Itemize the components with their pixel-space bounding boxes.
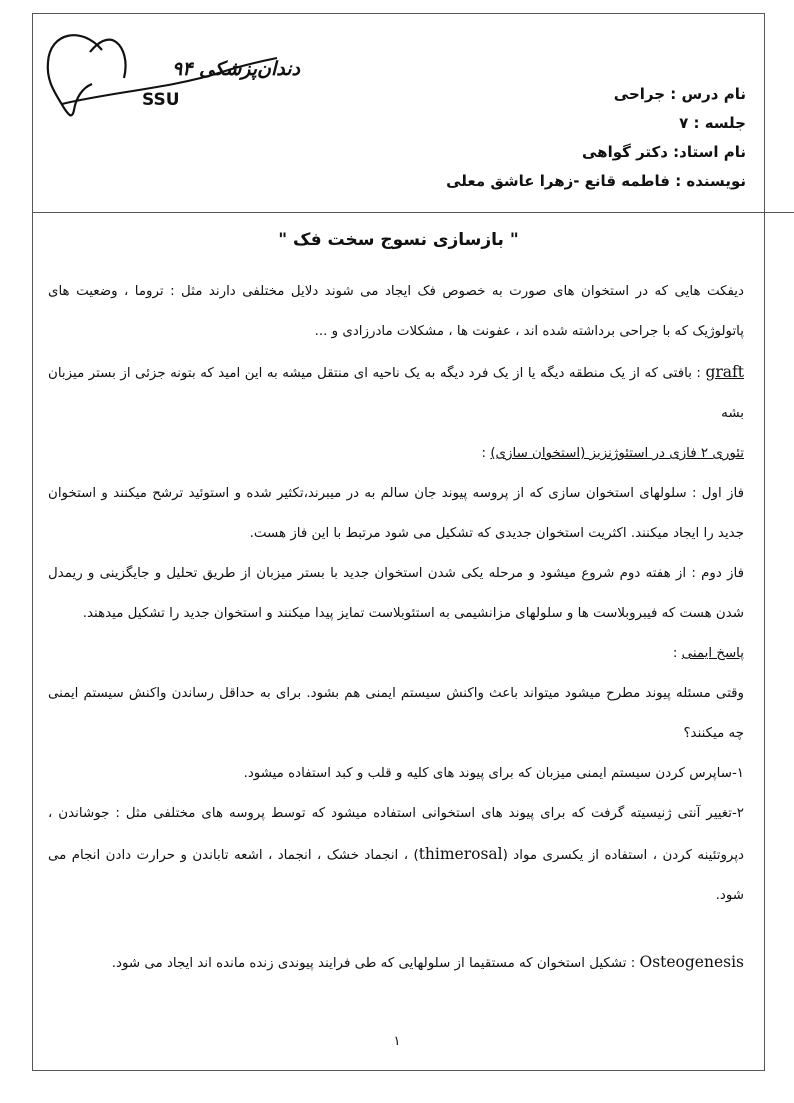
authors: نویسنده : فاطمه قانع -زهرا عاشق معلی [446, 172, 746, 190]
graft-term: graft [705, 363, 744, 381]
paragraph-gap [48, 916, 744, 942]
immune-paragraph: وقتی مسئله پیوند مطرح میشود میتواند باعث واکنش سیستم ایمنی هم بشود. برای به حداقل رساندن واکنش سیستم ایمنی چه میکنند؟ [48, 686, 744, 741]
theory-heading-text: تئوری ۲ فازی در استئوژنزیز (استخوان سازی) [490, 446, 744, 461]
intro-paragraph: دیفکت هایی که در استخوان های صورت به خصوص فک ایجاد می شوند دلایل مختلفی دارند مثل : تروما ، وضعیت های پاتولوژیک که با جراحی برداشته شده اند ، عفونت ها ، مشکلات مادرزادی و ... [48, 284, 744, 339]
list-item [48, 794, 744, 916]
logo-badge: SSU [142, 90, 180, 110]
course-name: نام درس : جراحی [613, 85, 746, 103]
document-title: " بازسازی نسوج سخت فک " [278, 230, 519, 250]
logo [42, 22, 301, 122]
theory-heading-colon: : [481, 446, 491, 461]
teacher-name: نام استاد: دکتر گواهی [582, 143, 746, 161]
item-two-text-a: ۲-تغییر آنتی ژنیسیته گرفت که برای پیوند های استخوانی استفاده میشود که توسط پروسه های مختلفی مثل : جوشاندن ، دپروتئینه کردن ، استفاده از یکسری مواد ( [48, 806, 745, 863]
graft-definition-text: : بافتی که از یک منطقه دیگه یا از یک فرد دیگه به یک ناحیه ای منتقل میشه به این امید که بتونه جزئی از بستر میزبان بشه [48, 366, 744, 421]
session-number: جلسه : ۷ [679, 114, 746, 132]
item-two-text-b: ) ، انجماد خشک ، انجماد ، اشعه تاباندن و حرارت دادن انجام می شود. [48, 848, 744, 903]
document-meta [416, 80, 746, 196]
immune-heading-text: پاسخ ایمنی [681, 646, 744, 661]
immune-heading-colon: : [672, 646, 682, 661]
header-divider [32, 212, 794, 213]
phase-two-paragraph: فاز دوم : از هفته دوم شروع میشود و مرحله یکی شدن استخوان جدید با بستر میزبان از طریق تحلیل و جایگزینی و ریمدل شدن هست که فیبروبلاست ها و سلولهای مزانشیمی به استئوبلاست تمایز پیدا میکنند و استخوان جدید را تشکیل میدهند. [48, 566, 744, 621]
immune-heading [48, 634, 744, 674]
logo-text: دندان‌پزشکی ۹۴ [172, 58, 301, 80]
document-body [48, 272, 744, 984]
thimerosal-term: thimerosal [418, 845, 503, 863]
graft-definition [48, 352, 744, 434]
osteogenesis-definition [48, 942, 744, 984]
phase-one-paragraph: فاز اول : سلولهای استخوان سازی که از پروسه پیوند جان سالم به در میبرند،تکثیر شده و استوئید ترشح میکنند و استخوان جدید را ایجاد میکنند. اکثریت استخوان جدیدی که تشکیل می شود مرتبط با این فاز هست. [48, 486, 744, 541]
page-number: ۱ [393, 1034, 401, 1049]
list-item: ۱-ساپرس کردن سیستم ایمنی میزبان که برای پیوند های کلیه و قلب و کبد استفاده میشود. [243, 766, 744, 781]
osteogenesis-term: Osteogenesis [639, 953, 744, 971]
theory-heading [48, 434, 744, 474]
osteogenesis-definition-text: : تشکیل استخوان که مستقیما از سلولهایی که طی فرایند پیوندی زنده مانده اند ایجاد می شود. [111, 956, 640, 971]
